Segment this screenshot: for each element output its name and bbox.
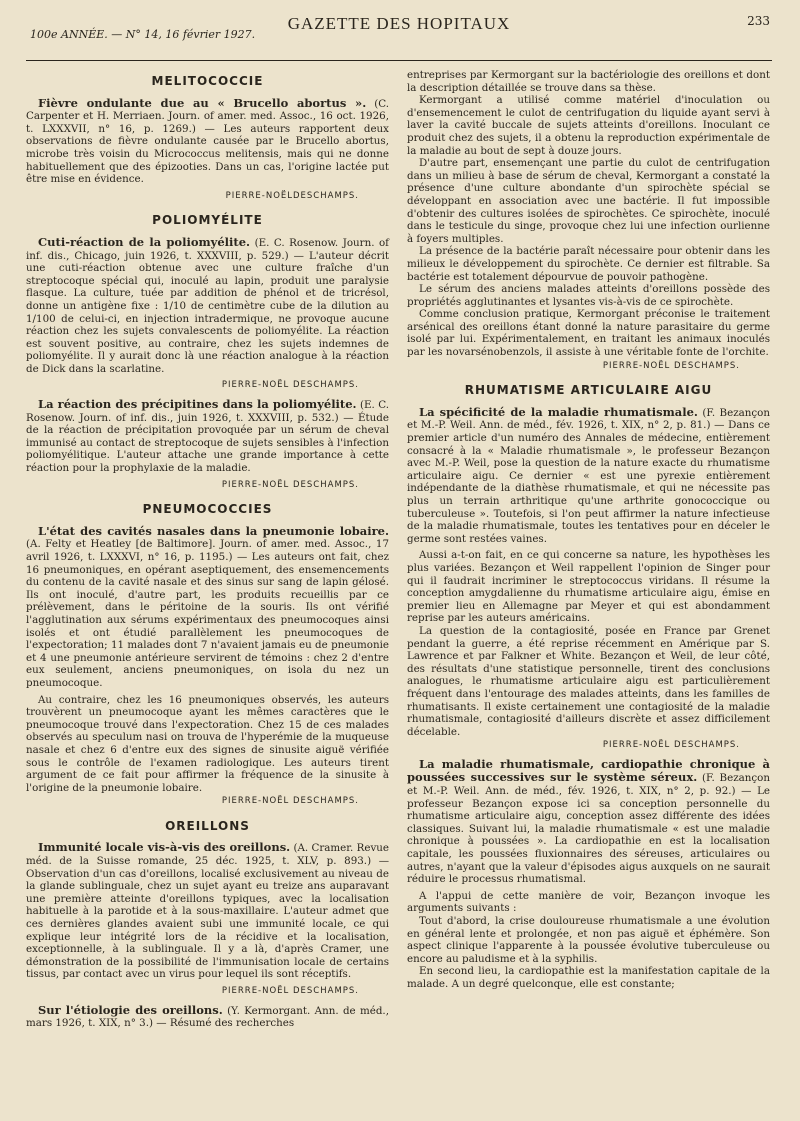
article bbox=[26, 841, 389, 981]
signature: PIERRE-NOËL DESCHAMPS. bbox=[221, 380, 359, 391]
section-heading: PNEUMOCOCCIES bbox=[142, 502, 273, 517]
paragraph: En second lieu, la cardiopathie est la manifestation capitale de la malade. A un degré quelconque, elle est constante; bbox=[407, 965, 770, 990]
right-column bbox=[407, 69, 770, 1034]
left-column bbox=[26, 69, 389, 1034]
section-heading: MELITOCOCCIE bbox=[151, 74, 264, 88]
article-title: Cuti-réaction de la poliomyélite. bbox=[38, 234, 251, 249]
article-body: (Y. Kermorgant. Ann. de méd., mars 1926, t. XIX, n° 3.) — Résumé des recherches bbox=[26, 1004, 389, 1030]
signature: PIERRE-NOËL DESCHAMPS. bbox=[602, 740, 740, 751]
article-title: La réaction des précipitines dans la poliomyélite. bbox=[38, 397, 357, 412]
article-title: Fièvre ondulante due au « Brucello abortus ». bbox=[38, 95, 367, 110]
page-number: 233 bbox=[747, 14, 770, 28]
article bbox=[26, 236, 389, 376]
article-title: La maladie rhumatismale, cardiopathie chronique à poussées successives sur le système séreux. bbox=[407, 756, 770, 785]
paragraph: D'autre part, ensemençant une partie du culot de centrifugation dans un milieu à base de sérum de cheval, Kermorgant a constaté la présence d'une culture abondante d'un spirochète spécial se développant en association avec une bactérie. Il fut impossible d'obtenir des cultures isolées de spirochètes. Ce spirochète, inoculé dans le testicule du singe, provoque chez lui une infection ourlienne à foyers multiples. bbox=[407, 157, 770, 245]
article bbox=[26, 398, 389, 475]
article-body: (A. Felty et Heatley [de Baltimore]. Journ. of amer. med. Assoc., 17 avril 1926, t. LXXXVI, n° 16, p. 1195.) — Les auteurs ont fait, chez 16 pneumoniques, en opérant aseptiquement, des ensemencements du contenu de la cavité nasale et des sinus sur sang de lapin gélosé. Ils ont inoculé, d'autre part, les produits recueillis par ce prélèvement, dans le péritoine de la souris. Ils ont vérifié l'agglutination aux sérums expérimentaux des pneumocoques ainsi isolés et ont étudié parallèlement les pneumocoques de l'expectoration; 11 malades dont 7 n'avaient jamais eu de pneumonie et 4 une pneumonie antérieure servirent de témoins : chez 2 d'entre eux seulement, anciens pneumoniques, on isola du nez un pneumocoque. bbox=[26, 538, 389, 689]
signature: PIERRE-NOËLDESCHAMPS. bbox=[225, 190, 359, 201]
paragraph: Tout d'abord, la crise douloureuse rhumatismale a une évolution en général lente et prolongée, et non pas aiguë et éphémère. Son aspect clinique l'apparente à la poussée évolutive tuberculeuse ou encore au paludisme et à la syphilis. bbox=[407, 915, 770, 965]
article bbox=[407, 758, 770, 886]
paragraph: entreprises par Kermorgant sur la bactériologie des oreillons et dont la description détaillée se trouve dans sa thèse. bbox=[407, 69, 770, 94]
paragraph: Kermorgant a utilisé comme matériel d'inoculation ou d'ensemencement le culot de centrifugation du liquide ayant servi à laver la cavité buccale de sujets atteints d'oreillons. Inoculant ce produit chez des sujets, il a obtenu la reproduction expérimentale de la maladie au bout de sept à douze jours. bbox=[407, 94, 770, 157]
journal-title: GAZETTE DES HOPITAUX bbox=[287, 14, 511, 33]
page-header bbox=[26, 0, 772, 61]
article-body: (C. Carpenter et H. Merriaen. Journ. of amer. med. Assoc., 16 oct. 1926, t. LXXXVII, n° 16, p. 1269.) — Les auteurs rapportent deux observations de fièvre ondulante causée par le Brucello abortus, microbe très voisin du Micrococcus melitensis, mais qui ne donne habituellement que des épizooties. Dans un cas, l'origine lactée put être mise en évidence. bbox=[26, 97, 389, 186]
paragraph: Au contraire, chez les 16 pneumoniques observés, les auteurs trouvèrent un pneumocoque ayant les mêmes caractères que le pneumocoque trouvé dans l'expectoration. Chez 15 de ces malades observés au speculum nasi on trouva de l'hyperémie de la muqueuse nasale et chez 6 d'entre eux des signes de sinusite aiguë vérifiée sous le contrôle de l'examen radiologique. Les auteurs tirent argument de ce fait pour affirmer la fréquence de la sinusite à l'origine de la pneumonie lobaire. bbox=[26, 693, 389, 794]
article bbox=[407, 406, 770, 546]
article-body: (F. Bezançon et M.-P. Weil. Ann. de méd., fév. 1926, t. XIX, n° 2, p. 92.) — Le professeur Bezançon expose ici sa conception personnelle du rhumatisme articulaire aigu, conception assez différente des idées classiques. Suivant lui, la maladie rhumatismale « est une maladie chronique à poussées ». La cardiopathie en est la localisation capitale, les poussées fluxionnaires des séreuses, articulaires ou autres, n'ayant que la valeur d'épisodes aigus auxquels on ne saurait réduire le processus rhumatismal. bbox=[407, 772, 771, 886]
section-heading: OREILLONS bbox=[165, 818, 250, 833]
article-body: (F. Bezançon et M.-P. Weil. Ann. de méd., fév. 1926, t. XIX, n° 2, p. 81.) — Dans ce premier article d'un numéro des Annales de médecine, entièrement consacré à la « Maladie rhumatismale », le professeur Bezançon avec M.-P. Weil, pose la question de la nature exacte du rhumatisme articulaire aigu. Ce dernier « est une pyrexie entièrement indépendante de la diathèse rhumatismale, et qui ne nécessite pas plus un terrain arthritique qu'une arthrite gonococcique ou tuberculeuse ». Toutefois, si l'on peut affirmer la nature infectieuse de la maladie rhumatismale, toutes les tentatives pour en déceler le germe sont restées vaines. bbox=[407, 406, 771, 545]
paragraph: Le sérum des anciens malades atteints d'oreillons possède des propriétés agglutinantes et lysantes vis-à-vis de ce spirochète. bbox=[407, 283, 770, 308]
article-body: (A. Cramer. Revue méd. de la Suisse romande, 25 déc. 1925, t. XLV, p. 893.) — Observation d'un cas d'oreillons, localisé exclusivement au niveau de la glande sublinguale, chez un sujet ayant eu treize ans auparavant une première atteinte d'oreillons typiques, avec la localisation habituelle à la parotide et à la sous-maxillaire. L'auteur admet que ces dernières glandes avaient subi une immunité locale, ce qui explique leur intégrité lors de la récidive et la localisation, exceptionnelle, à la sublinguale. Il y a là, d'après Cramer, une démonstration de la possibilité de l'immunisation locale de certains tissus, par contact avec un virus pour lequel ils sont réceptifs. bbox=[26, 842, 389, 981]
article-body: (E. C. Rosenow. Journ. of inf. dis., Chicago, juin 1926, t. XXXVIII, p. 529.) — L'auteur décrit une cuti-réaction obtenue avec une culture fraîche d'un streptocoque spécial qui, inoculé au lapin, produit une paralysie flasque. La culture, tuée par addition de phénol et de tricrésol, donne un antigène fixe : 1/10 de centimètre cube de la dilution au 1/100 de celui-ci, en injection intradermique, ne provoque aucune réaction chez les sujets convalescents de poliomyélite. La réaction est souvent positive, au contraire, chez les sujets indemnes de poliomyélite. Il y aurait donc là une réaction analogue à la réaction de Dick dans la scarlatine. bbox=[26, 236, 389, 375]
signature: PIERRE-NOËL DESCHAMPS. bbox=[221, 479, 359, 490]
paragraph: La question de la contagiosité, posée en France par Grenet pendant la guerre, a été reprise récemment en Amérique par S. Lawrence et par Falkner et White. Bezançon et Weil, de leur côté, des résultats d'une statistique personnelle, tirent des conclusions analogues, le rhumatisme articulaire aigu est particulièrement fréquent dans l'entourage des malades atteints, dans les familles de rhumatisants. Il existe certainement une contagiosité de la maladie rhumatismale, contagiosité d'ailleurs discrète et assez difficilement décelable. bbox=[407, 624, 770, 738]
article bbox=[26, 97, 389, 186]
section-heading: POLIOMYÉLITE bbox=[152, 213, 263, 228]
signature: PIERRE-NOËL DESCHAMPS. bbox=[602, 360, 740, 371]
article bbox=[26, 1004, 389, 1030]
paragraph: Aussi a-t-on fait, en ce qui concerne sa nature, les hypothèses les plus variées. Bezançon et Weil rappellent l'opinion de Singer pour qui il faudrait incriminer le streptococcus viridans. Il résume la conception amygdalienne du rhumatisme articulaire aigu, émise en premier lieu en Allemagne par Meyer et qui est abondamment reprise par les auteurs américains. bbox=[407, 549, 770, 625]
article-title: L'état des cavités nasales dans la pneumonie lobaire. bbox=[38, 523, 389, 538]
signature: PIERRE-NOËL DESCHAMPS. bbox=[221, 796, 359, 807]
article-title: La spécificité de la maladie rhumatismale. bbox=[419, 404, 698, 419]
paragraph: A l'appui de cette manière de voir, Bezançon invoque les arguments suivants : bbox=[407, 889, 770, 915]
article-body: (E. C. Rosenow. Journ. of inf. dis., juin 1926, t. XXXVIII, p. 532.) — Étude de la réaction de précipitation provoquée par un sérum de cheval immunisé au contact de streptocoque de sujets sensibles à l'infection poliomyélitique. L'auteur attache une grande importance à cette réaction pour la prophylaxie de la maladie. bbox=[26, 399, 389, 475]
section-heading: RHUMATISME ARTICULAIRE AIGU bbox=[464, 383, 713, 398]
article bbox=[26, 525, 389, 690]
issue-info: 100e ANNÉE. — N° 14, 16 février 1927. bbox=[30, 28, 256, 41]
paragraph: La présence de la bactérie paraît nécessaire pour obtenir dans les milieux le développement du spirochète. Ce dernier est filtrable. Sa bactérie est totalement dépourvue de pouvoir pathogène. bbox=[407, 245, 770, 283]
article-title: Immunité locale vis-à-vis des oreillons. bbox=[38, 840, 291, 855]
paragraph: Comme conclusion pratique, Kermorgant préconise le traitement arsénical des oreillons étant donné la nature parasitaire du germe isolé par lui. Expérimentalement, en traitant les animaux inoculés par les novarsénobenzols, il assiste à une véritable fonte de l'orchite. bbox=[407, 308, 770, 359]
signature: PIERRE-NOËL DESCHAMPS. bbox=[221, 986, 359, 996]
article-title: Sur l'étiologie des oreillons. bbox=[38, 1002, 223, 1017]
